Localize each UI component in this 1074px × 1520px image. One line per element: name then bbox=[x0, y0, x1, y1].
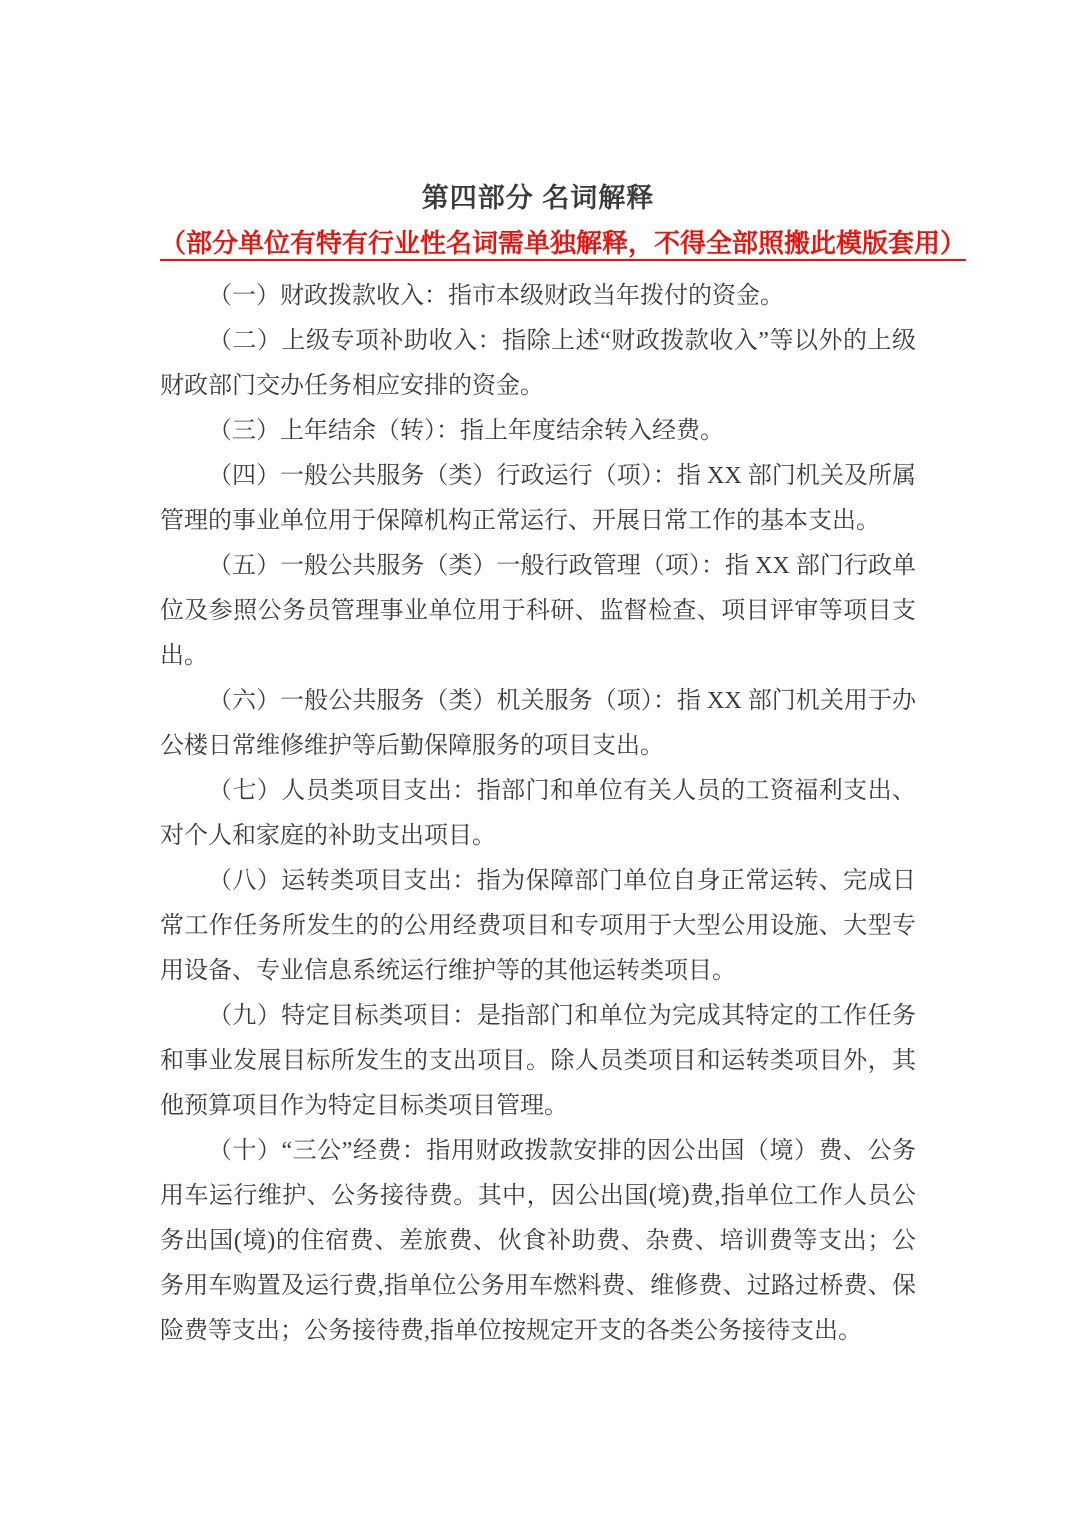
definition-paragraph: （二）上级专项补助收入：指除上述“财政拨款收入”等以外的上级财政部门交办任务相应安排的资金。 bbox=[160, 328, 916, 399]
document-content bbox=[160, 176, 967, 1354]
definition-paragraph: （十）“三公”经费：指用财政拨款安排的因公出国（境）费、公务用车运行维护、公务接待费。其中，因公出国(境)费,指单位工作人员公务出国(境)的住宿费、差旅费、伙食补助费、杂费、培训费等支出；公务用车购置及运行费,指单位公务用车燃料费、维修费、过路过桥费、保险费等支出；公务接待费,指单位按规定开支的各类公务接待支出。 bbox=[160, 1138, 916, 1344]
definition-paragraph: （一）财政拨款收入：指市本级财政当年拨付的资金。 bbox=[208, 283, 784, 309]
definition-paragraph: （八）运转类项目支出：指为保障部门单位自身正常运转、完成日常工作任务所发生的的公用经费项目和专项用于大型公用设施、大型专用设备、专业信息系统运行维护等的其他运转类项目。 bbox=[160, 868, 916, 984]
definitions-list bbox=[160, 274, 916, 1354]
definition-paragraph: （九）特定目标类项目：是指部门和单位为完成其特定的工作任务和事业发展目标所发生的支出项目。除人员类项目和运转类项目外，其他预算项目作为特定目标类项目管理。 bbox=[160, 1003, 916, 1119]
definition-paragraph: （六）一般公共服务（类）机关服务（项）：指 XX 部门机关用于办公楼日常维修维护等后勤保障服务的项目支出。 bbox=[160, 688, 916, 759]
definition-paragraph: （三）上年结余（转）：指上年度结余转入经费。 bbox=[208, 418, 724, 444]
definition-paragraph: （四）一般公共服务（类）行政运行（项）：指 XX 部门机关及所属管理的事业单位用于保障机构正常运行、开展日常工作的基本支出。 bbox=[160, 463, 916, 534]
page-title: 第四部分 名词解释 bbox=[421, 183, 655, 213]
definition-paragraph: （七）人员类项目支出：指部门和单位有关人员的工资福利支出、对个人和家庭的补助支出项目。 bbox=[160, 778, 916, 849]
definition-paragraph: （五）一般公共服务（类）一般行政管理（项）：指 XX 部门行政单位及参照公务员管理事业单位用于科研、监督检查、项目评审等项目支出。 bbox=[160, 553, 916, 669]
notice-banner: （部分单位有特有行业性名词需单独解释，不得全部照搬此模版套用） bbox=[160, 228, 967, 258]
